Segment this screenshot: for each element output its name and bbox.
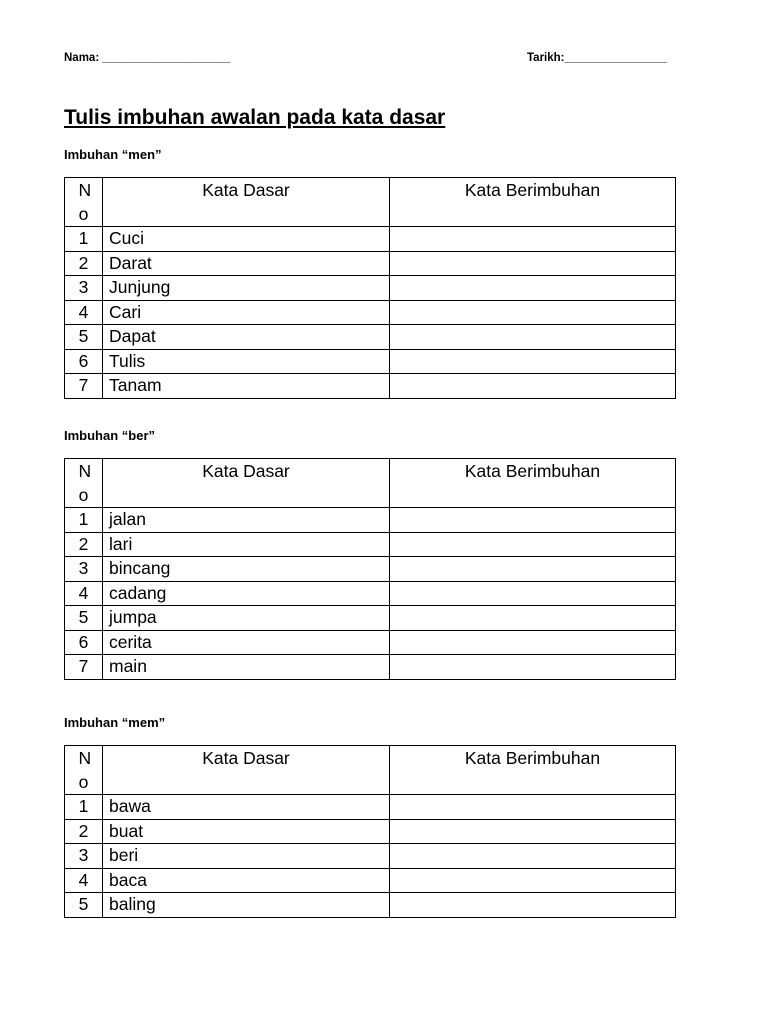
kata-dasar-cell: Junjung xyxy=(103,276,390,301)
kata-dasar-cell: bawa xyxy=(103,795,390,820)
row-number: 1 xyxy=(65,227,103,252)
answer-cell[interactable] xyxy=(390,893,676,918)
nama-field: Nama: ____________________ xyxy=(64,52,231,64)
header-kata-berimbuhan: Kata Berimbuhan xyxy=(390,746,676,795)
tarikh-field: Tarikh:________________ xyxy=(527,52,667,64)
table-header-row xyxy=(65,459,676,508)
kata-dasar-cell: cerita xyxy=(103,630,390,655)
row-number: 3 xyxy=(65,844,103,869)
header-no: No xyxy=(65,178,103,227)
kata-dasar-cell: jumpa xyxy=(103,606,390,631)
row-number: 2 xyxy=(65,532,103,557)
row-number: 3 xyxy=(65,557,103,582)
row-number: 5 xyxy=(65,606,103,631)
table-row xyxy=(65,325,676,350)
table-row xyxy=(65,374,676,399)
table-mem xyxy=(64,745,676,918)
answer-cell[interactable] xyxy=(390,655,676,680)
section-heading-mem: Imbuhan “mem” xyxy=(64,715,166,730)
header-kata-dasar: Kata Dasar xyxy=(103,746,390,795)
table-row xyxy=(65,557,676,582)
table-row xyxy=(65,606,676,631)
answer-cell[interactable] xyxy=(390,557,676,582)
table-row xyxy=(65,893,676,918)
table-row xyxy=(65,844,676,869)
kata-dasar-cell: jalan xyxy=(103,508,390,533)
answer-cell[interactable] xyxy=(390,227,676,252)
table-row xyxy=(65,349,676,374)
row-number: 7 xyxy=(65,655,103,680)
kata-dasar-cell: Dapat xyxy=(103,325,390,350)
kata-dasar-cell: Tanam xyxy=(103,374,390,399)
answer-cell[interactable] xyxy=(390,532,676,557)
kata-dasar-cell: Cari xyxy=(103,300,390,325)
kata-dasar-cell: lari xyxy=(103,532,390,557)
header-kata-dasar: Kata Dasar xyxy=(103,178,390,227)
table-ber xyxy=(64,458,676,680)
header-kata-berimbuhan: Kata Berimbuhan xyxy=(390,459,676,508)
kata-dasar-cell: cadang xyxy=(103,581,390,606)
table-row xyxy=(65,581,676,606)
table-men xyxy=(64,177,676,399)
row-number: 2 xyxy=(65,251,103,276)
kata-dasar-cell: buat xyxy=(103,819,390,844)
worksheet-title: Tulis imbuhan awalan pada kata dasar xyxy=(64,106,446,129)
kata-dasar-cell: bincang xyxy=(103,557,390,582)
kata-dasar-cell: Cuci xyxy=(103,227,390,252)
answer-cell[interactable] xyxy=(390,795,676,820)
row-number: 6 xyxy=(65,349,103,374)
table-row xyxy=(65,227,676,252)
answer-cell[interactable] xyxy=(390,868,676,893)
answer-cell[interactable] xyxy=(390,630,676,655)
row-number: 2 xyxy=(65,819,103,844)
kata-dasar-cell: beri xyxy=(103,844,390,869)
answer-cell[interactable] xyxy=(390,844,676,869)
table-header-row xyxy=(65,746,676,795)
table-row xyxy=(65,508,676,533)
table-row xyxy=(65,795,676,820)
table-header-row xyxy=(65,178,676,227)
answer-cell[interactable] xyxy=(390,349,676,374)
kata-dasar-cell: Darat xyxy=(103,251,390,276)
answer-cell[interactable] xyxy=(390,581,676,606)
row-number: 6 xyxy=(65,630,103,655)
kata-dasar-cell: main xyxy=(103,655,390,680)
answer-cell[interactable] xyxy=(390,606,676,631)
row-number: 4 xyxy=(65,581,103,606)
row-number: 5 xyxy=(65,325,103,350)
kata-dasar-cell: Tulis xyxy=(103,349,390,374)
table-row xyxy=(65,251,676,276)
answer-cell[interactable] xyxy=(390,819,676,844)
answer-cell[interactable] xyxy=(390,251,676,276)
answer-cell[interactable] xyxy=(390,276,676,301)
header-no: No xyxy=(65,459,103,508)
section-heading-ber: Imbuhan “ber” xyxy=(64,428,156,443)
header-kata-dasar: Kata Dasar xyxy=(103,459,390,508)
table-row xyxy=(65,868,676,893)
row-number: 3 xyxy=(65,276,103,301)
row-number: 1 xyxy=(65,795,103,820)
row-number: 4 xyxy=(65,300,103,325)
table-row xyxy=(65,532,676,557)
answer-cell[interactable] xyxy=(390,325,676,350)
table-row xyxy=(65,819,676,844)
kata-dasar-cell: baling xyxy=(103,893,390,918)
header-no: No xyxy=(65,746,103,795)
answer-cell[interactable] xyxy=(390,374,676,399)
kata-dasar-cell: baca xyxy=(103,868,390,893)
table-row xyxy=(65,630,676,655)
section-heading-men: Imbuhan “men” xyxy=(64,147,162,162)
row-number: 5 xyxy=(65,893,103,918)
row-number: 7 xyxy=(65,374,103,399)
answer-cell[interactable] xyxy=(390,508,676,533)
table-row xyxy=(65,655,676,680)
table-row xyxy=(65,300,676,325)
row-number: 4 xyxy=(65,868,103,893)
table-row xyxy=(65,276,676,301)
row-number: 1 xyxy=(65,508,103,533)
answer-cell[interactable] xyxy=(390,300,676,325)
header-kata-berimbuhan: Kata Berimbuhan xyxy=(390,178,676,227)
